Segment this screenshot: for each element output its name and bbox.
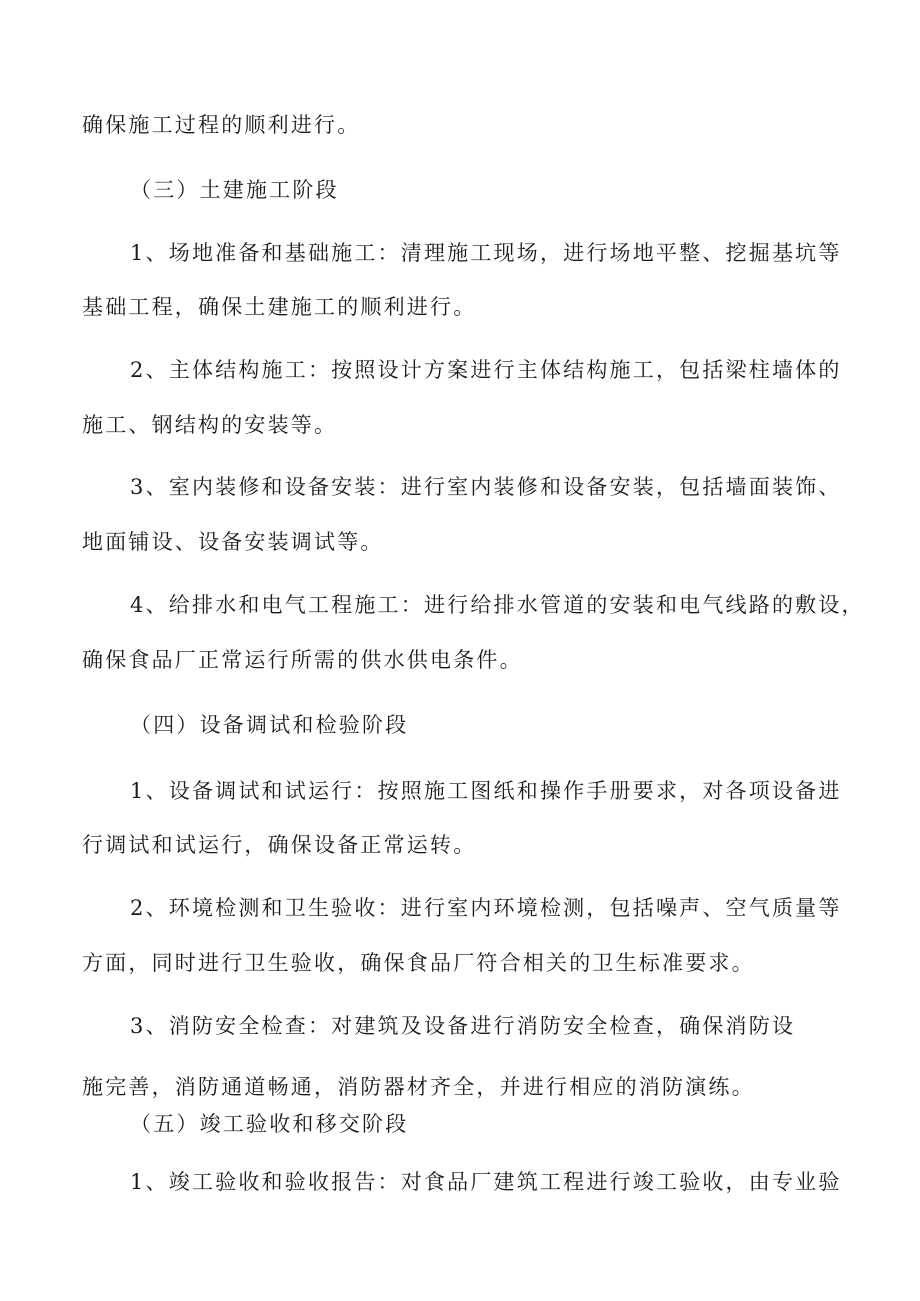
- section-heading-4: （四）设备调试和检验阶段: [130, 713, 409, 737]
- paragraph-continuation: 确保施工过程的顺利进行。: [82, 113, 361, 137]
- paragraph-line: 施完善，消防通道畅通，消防器材齐全，并进行相应的消防演练。: [82, 1075, 755, 1099]
- paragraph-line: 3、室内装修和设备安装：进行室内装修和设备安装，包括墙面装饰、: [130, 475, 842, 499]
- paragraph-line: 基础工程，确保土建施工的顺利进行。: [82, 295, 477, 319]
- paragraph-line: 1、设备调试和试运行：按照施工图纸和操作手册要求，对各项设备进: [130, 779, 842, 803]
- paragraph-line: 3、消防安全检查：对建筑及设备进行消防安全检查，确保消防设: [130, 1014, 796, 1038]
- paragraph-line: 地面铺设、设备安装调试等。: [82, 530, 384, 554]
- paragraph-line: 施工、钢结构的安装等。: [82, 413, 338, 437]
- paragraph-line: 确保食品厂正常运行所需的供水供电条件。: [82, 648, 523, 672]
- paragraph-line: 方面，同时进行卫生验收，确保食品厂符合相关的卫生标准要求。: [82, 951, 755, 975]
- paragraph-line: 行调试和试运行，确保设备正常运转。: [82, 833, 477, 857]
- section-heading-3: （三）土建施工阶段: [130, 178, 339, 202]
- paragraph-line: 4、给排水和电气工程施工：进行给排水管道的安装和电气线路的敷设，: [130, 593, 865, 617]
- paragraph-line: 2、环境检测和卫生验收：进行室内环境检测，包括噪声、空气质量等: [130, 896, 842, 920]
- paragraph-line: 1、竣工验收和验收报告：对食品厂建筑工程进行竣工验收，由专业验: [130, 1170, 842, 1194]
- paragraph-line: 1、场地准备和基础施工：清理施工现场，进行场地平整、挖掘基坑等: [130, 241, 842, 265]
- paragraph-line: 2、主体结构施工：按照设计方案进行主体结构施工，包括梁柱墙体的: [130, 358, 842, 382]
- section-heading-5: （五）竣工验收和移交阶段: [130, 1112, 409, 1136]
